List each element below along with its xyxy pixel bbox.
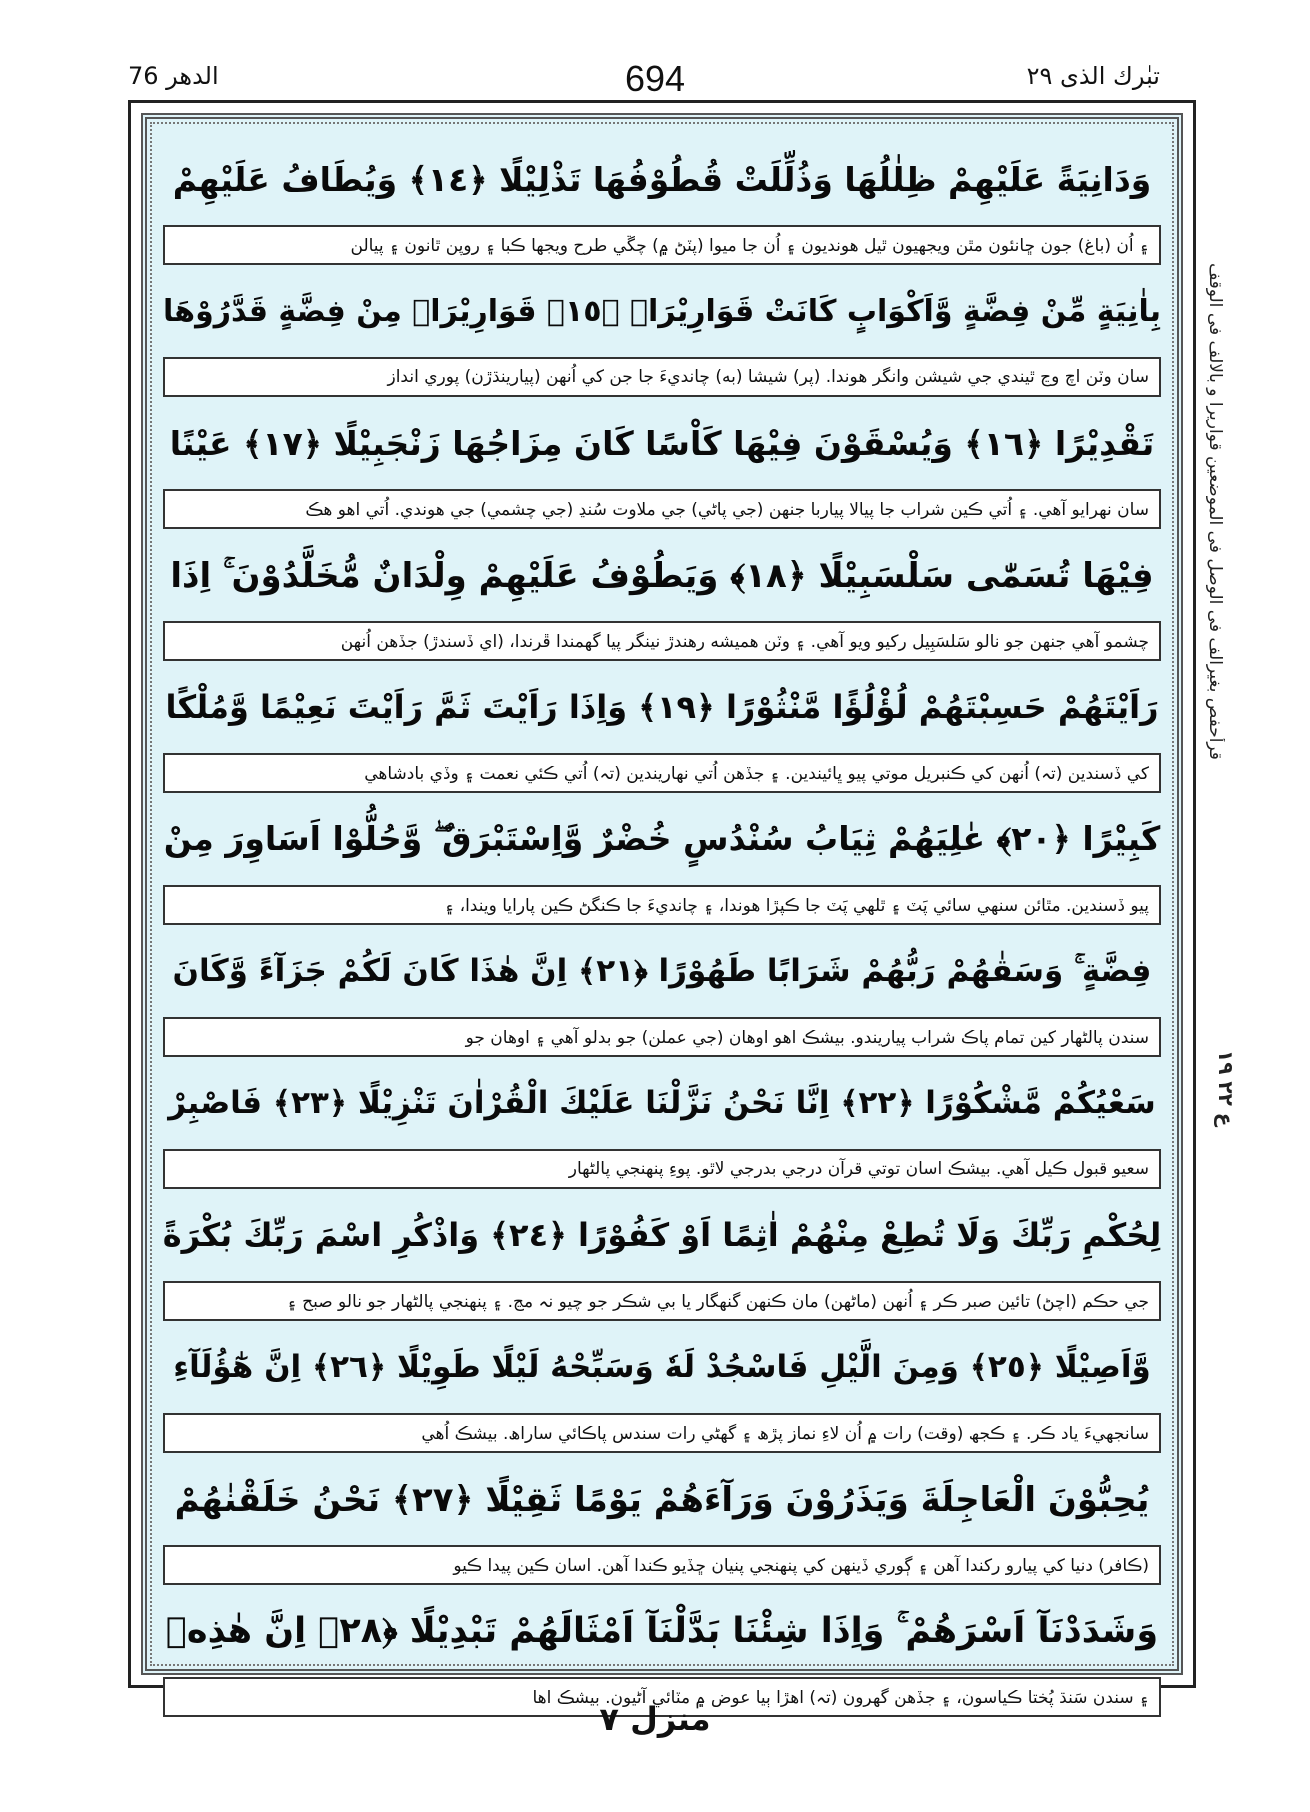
translation-line: سان نهرايو آهي. ۽ اُتي ڪين شراب جا پيالا پياربا جنهن (جي پاڻي) جي ملاوت سُنڍ (جي چشمي) جي هوندي. اُتي اهو هڪ	[163, 489, 1161, 529]
translation-line: جي حڪم (اچڻ) تائين صبر ڪر ۽ اُنهن (ماڻهن) مان ڪنهن گنهگار يا بي شڪر جو چيو نہ مڃ. ۽ پنهنجي پالڻهار جو نالو صبح ۽	[163, 1281, 1161, 1321]
verse-line: تَقْدِيْرًا ﴿١٦﴾ وَيُسْقَوْنَ فِيْهَا كَاْسًا كَانَ مِزَاجُهَا زَنْجَبِيْلًا ﴿١٧﴾ عَيْنًا	[169, 423, 1155, 463]
translation-line: سندن پالڻهار کين تمام پاڪ شراب پياريندو. بيشڪ اهو اوهان (جي عملن) جو بدلو آهي ۽ اوهان جو	[163, 1017, 1161, 1057]
verse-line: لِحُكْمِ رَبِّكَ وَلَا تُطِعْ مِنْهُمْ اٰثِمًا اَوْ كَفُوْرًا ﴿٢٤﴾ وَاذْكُرِ اسْمَ رَبِّكَ بُكْرَةً	[162, 1216, 1162, 1254]
translation-line: سعيو قبول ڪيل آهي. بيشڪ اسان توتي قرآن درجي بدرجي لاٿو. پوءِ پنهنجي پالڻهار	[163, 1149, 1161, 1189]
translation-line: چشمو آهي جنهن جو نالو سَلسَبِيل رکيو ويو آهي. ۽ وٽن هميشه رهندڙ نينگر پيا گهمندا ڦرندا، (اي ڏسندڙ) جڏهن اُنهن	[163, 621, 1161, 661]
translation-line: (ڪافر) دنيا کي پيارو رکندا آهن ۽ ڳوري ڏينهن کي پنهنجي پنيان ڇڏيو ڪندا آهن. اسان ڪين پيدا ڪيو	[163, 1545, 1161, 1585]
verse-line: وَّاَصِيْلًا ﴿٢٥﴾ وَمِنَ الَّيْلِ فَاسْجُدْ لَهٗ وَسَبِّحْهُ لَيْلًا طَوِيْلًا ﴿٢٦﴾ اِنَّ هٰٓؤُلَآءِ	[173, 1349, 1151, 1385]
translation-line: کي ڏسندين (تہ) اُنهن کي ڪنبريل موتي پيو ڀائيندين. ۽ جڏهن اُتي نهاريندين (تہ) اُتي ڪئي نعمت ۽ وڏي بادشاهي	[163, 753, 1161, 793]
translation-line: سان وٽن اچ وڃ ٿيندي جي شيشن وانگر هوندا. (پر) شيشا (به) چانديءَ جا جن کي اُنهن (پيارينڌڙن) پوري انداز	[163, 357, 1161, 397]
translation-line: سانجهيءَ ياد ڪر. ۽ ڪجھ (وقت) رات ۾ اُن لاءِ نماز پڙھ ۽ گهڻي رات سندس پاڪائي ساراھ. بيشڪ اُهي	[163, 1413, 1161, 1453]
page-frame	[128, 100, 1196, 1708]
surah-header: الدھر 76	[128, 62, 219, 90]
text-body	[161, 133, 1163, 1708]
verse-line: وَدَانِيَةً عَلَيْهِمْ ظِلٰلُهَا وَذُلِّلَتْ قُطُوْفُهَا تَذْلِيْلًا ﴿١٤﴾ وَيُطَافُ عَلَيْهِمْ	[172, 159, 1152, 199]
verse-line: فِيْهَا تُسَمّٰى سَلْسَبِيْلًا ﴿١٨﴾ وَيَطُوْفُ عَلَيْهِمْ وِلْدَانٌ مُّخَلَّدُوْنَ ۚ اِذَا	[170, 555, 1154, 596]
verse-line: رَاَيْتَهُمْ حَسِبْتَهُمْ لُؤْلُؤًا مَّنْثُوْرًا ﴿١٩﴾ وَاِذَا رَاَيْتَ ثَمَّ رَاَيْتَ نَعِيْمًا وَّمُلْكًا	[165, 688, 1159, 726]
translation-line: ۽ اُن (باغ) جون ڇانئون مٿن ويجهيون ٿيل هونديون ۽ اُن جا ميوا (پٽڻ ۾) چڱي طرح ويجها ڪبا ۽ روپن ٿانون ۽ پيالن	[163, 225, 1161, 265]
verse-line: يُحِبُّوْنَ الْعَاجِلَةَ وَيَذَرُوْنَ وَرَآءَهُمْ يَوْمًا ثَقِيْلًا ﴿٢٧﴾ نَحْنُ خَلَقْنٰهُمْ	[174, 1479, 1150, 1520]
verse-line: وَشَدَدْنَآ اَسْرَهُمْ ۚ وَاِذَا شِئْنَا بَدَّلْنَآ اَمْثَالَهُمْ تَبْدِيْلًا ﴿٢٨﴾ اِنَّ هٰذِهٖ	[165, 1611, 1159, 1651]
verse-line: فِضَّةٍ ۚ وَسَقٰهُمْ رَبُّهُمْ شَرَابًا طَهُوْرًا ﴿٢١﴾ اِنَّ هٰذَا كَانَ لَكُمْ جَزَآءً وَّكَانَ	[172, 952, 1152, 989]
manzil-footer: منزل ٧	[599, 1700, 711, 1738]
translation-line: ۽ سندن سَنڌ پُختا ڪياسون، ۽ جڏهن گهرون (تہ) اهڙا ٻيا عوض ۾ مٽائي آڻيون. بيشڪ اها	[163, 1677, 1161, 1717]
translation-line: پيو ڏسندين. مٿائن سنهي سائي پَٽ ۽ ٿلهي پَٽ جا ڪپڙا هوندا، ۽ چانديءَ جا ڪنگڻ ڪين پارايا ويندا، ۽	[163, 885, 1161, 925]
verse-line: سَعْيُكُمْ مَّشْكُوْرًا ﴿٢٢﴾ اِنَّا نَحْنُ نَزَّلْنَا عَلَيْكَ الْقُرْاٰنَ تَنْزِيْلًا ﴿٢٣﴾ فَاصْبِرْ	[168, 1085, 1156, 1121]
verse-line: كَبِيْرًا ﴿٢٠﴾ عٰلِيَهُمْ ثِيَابُ سُنْدُسٍ خُضْرٌ وَّاِسْتَبْرَقٌ ۖ وَّحُلُّوْا اَسَاوِرَ مِنْ	[163, 819, 1161, 858]
ruku-mark: ع ٢٢ ١٩	[1214, 1050, 1238, 1127]
page-number: 694	[624, 58, 686, 99]
side-note: قرأحفص بغیرالف فی الوصل فی الموضعین قواریرا و بالالف فی الوقف	[1205, 263, 1225, 760]
decorative-border	[141, 113, 1183, 1708]
verse-line: بِاٰنِيَةٍ مِّنْ فِضَّةٍ وَّاَكْوَابٍ كَانَتْ قَوَارِيْرَا۠ ﴿١٥﴾ قَوَارِيْرَا۠ مِنْ فِضَّةٍ قَدَّرُوْهَا	[163, 293, 1162, 329]
juz-header: تبٰرك الذی ٢٩	[1026, 62, 1160, 90]
